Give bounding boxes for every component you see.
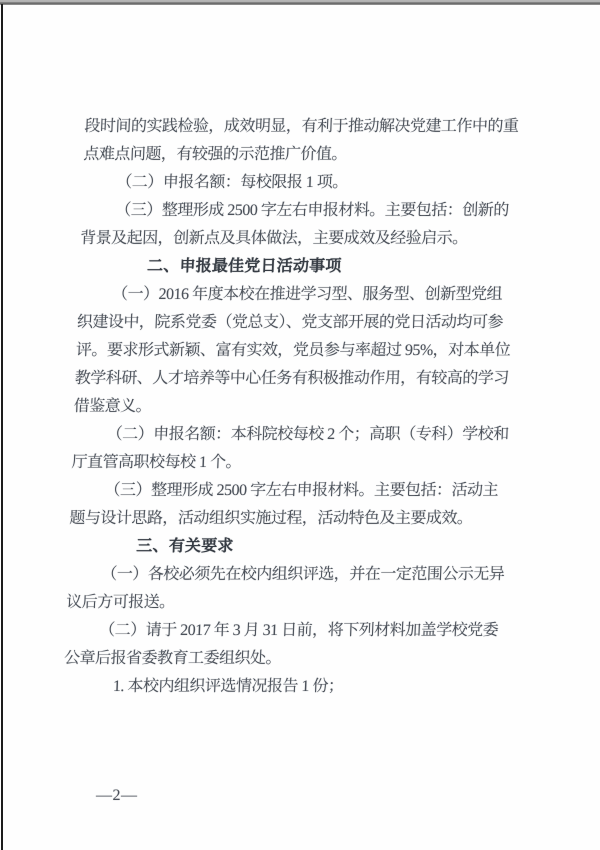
text-line: 评。要求形式新颖、富有实效，党员参与率超过 95%，对本单位	[75, 342, 511, 359]
text-line: （三）整理形成 2500 字左右申报材料。主要包括：创新的	[114, 202, 510, 219]
scan-edge-top	[0, 0, 600, 5]
text-line: 借鉴意义。	[73, 398, 152, 415]
text-line: （二）申报名额：本科院校每校 2 个；高职（专科）学校和	[106, 426, 509, 443]
text-line: 厅直管高职校每校 1 个。	[71, 454, 242, 471]
text-line: （二）申报名额：每校限报 1 项。	[116, 174, 349, 191]
section-heading: 三、有关要求	[136, 538, 234, 555]
document-body	[62, 113, 527, 701]
scan-edge-left	[1, 4, 3, 850]
text-line: 背景及起因，创新点及具体做法，主要成效及经验启示。	[79, 230, 469, 247]
page-number: —2—	[96, 787, 138, 804]
text-line: 教学科研、人才培养等中心任务有积极推动作用，有较高的学习	[74, 370, 510, 387]
text-line: 题与设计思路，活动组织实施过程，活动特色及主要成效。	[69, 510, 473, 527]
text-line: （二）请于 2017 年 3 月 31 日前，将下列材料加盖学校党委	[98, 622, 499, 639]
text-line: 议后方可报送。	[65, 594, 176, 611]
text-line: 公章后报省委教育工委组织处。	[63, 650, 282, 667]
text-line: （一）各校必须先在校内组织评选，并在一定范围公示无异	[100, 566, 505, 583]
text-line: （三）整理形成 2500 字左右申报材料。主要包括：活动主	[104, 482, 499, 499]
text-line: 织建设中，院系党委（党总支）、党支部开展的党日活动均可参	[76, 314, 504, 331]
text-line: 段时间的实践检验，成效明显，有利于推动解决党建工作中的重	[84, 118, 519, 135]
text-line: 1. 本校内组织评选情况报告 1 份；	[112, 678, 344, 695]
text-line: 点难点问题，有较强的示范推广价值。	[83, 146, 348, 163]
text-line: （一）2016 年度本校在推进学习型、服务型、创新型党组	[111, 286, 503, 303]
section-heading: 二、申报最佳党日活动事项	[146, 258, 342, 275]
